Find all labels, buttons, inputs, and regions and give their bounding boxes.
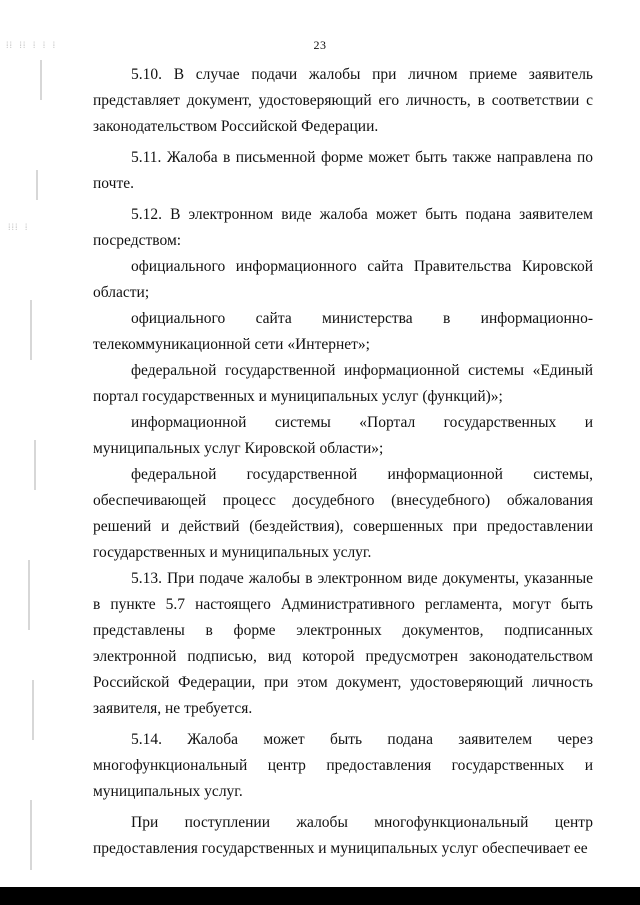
scan-artifact (40, 60, 42, 100)
scan-artifact (36, 170, 38, 200)
scan-artifact: ⁞⁞⁞ ⁞ (8, 223, 29, 233)
scan-artifact (30, 300, 32, 360)
paragraph-5-12: 5.12. В электронном виде жалоба может быть подана заявителем посредством: (93, 206, 593, 249)
paragraph-5-11: 5.11. Жалоба в письменной форме может быть также направлена по почте. (93, 149, 593, 192)
page-number: 23 (313, 38, 327, 52)
scan-bottom-edge (0, 887, 640, 905)
scan-artifact (32, 680, 34, 740)
list-item: официального информационного сайта Правительства Кировской области; (93, 258, 593, 301)
scan-artifact (30, 800, 32, 870)
document-body (93, 62, 593, 862)
scan-artifact (34, 440, 36, 490)
scan-artifact: ⁞⁞ ⁞⁞ ⁞ ⁞ ⁞ (6, 41, 57, 51)
scan-artifact (28, 560, 30, 630)
list-item: федеральной государственной информационной системы, обеспечивающей процесс досудебного (внесудебного) обжалования решений и действий (бездействия), совершенных при предоставлении государственных и муниципальных услуг. (93, 466, 593, 561)
list-item: официального сайта министерства в информационно-телекоммуникационной сети «Интернет»; (93, 310, 593, 353)
paragraph-5-14: 5.14. Жалоба может быть подана заявителем через многофункциональный центр предоставления государственных и муниципальных услуг. (93, 731, 593, 800)
list-item: информационной системы «Портал государственных и муниципальных услуг Кировской области»; (93, 414, 593, 457)
paragraph-5-14-continued: При поступлении жалобы многофункциональный центр предоставления государственных и муниципальных услуг обеспечивает ее (93, 814, 593, 857)
paragraph-5-13: 5.13. При подаче жалобы в электронном виде документы, указанные в пункте 5.7 настоящего Административного регламента, могут быть представлены в форме электронных документов, подписанных электронной подписью, вид которой предусмотрен законодательством Российской Федерации, при этом документ, удостоверяющий личность заявителя, не требуется. (93, 570, 593, 717)
paragraph-5-10: 5.10. В случае подачи жалобы при личном приеме заявитель представляет документ, удостоверяющий его личность, в соответствии с законодательством Российской Федерации. (93, 66, 593, 135)
list-item: федеральной государственной информационной системы «Единый портал государственных и муниципальных услуг (функций)»; (93, 362, 593, 405)
